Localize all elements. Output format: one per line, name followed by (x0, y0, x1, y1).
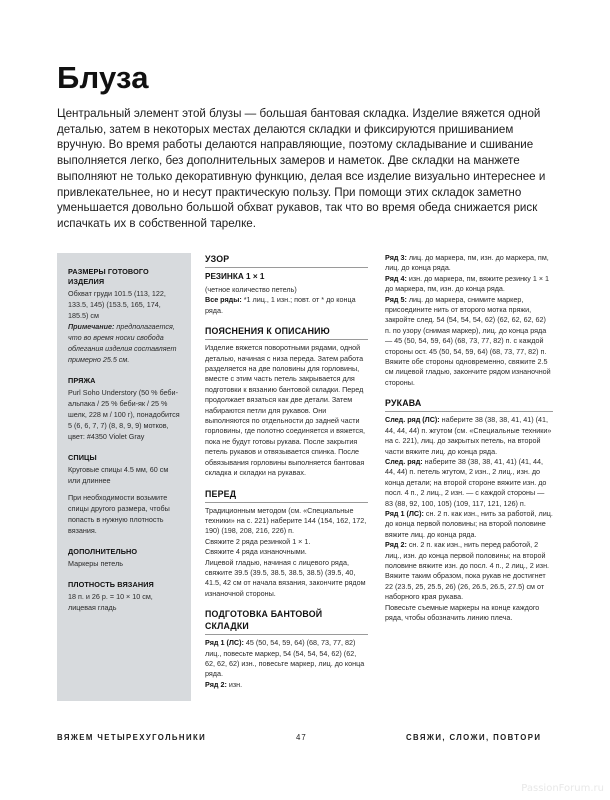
row-4-label: Ряд 4: (385, 273, 407, 283)
sizes-text: Обхват груди 101.5 (113, 122, 133.5, 145) (153.5, 165, 174, 185.5) см (68, 289, 166, 320)
needles-text: Круговые спицы 4.5 мм, 60 см или длиннее (68, 465, 169, 485)
row-2-label: Ряд 2: (205, 679, 227, 689)
pleat-title: ПОДГОТОВКА БАНТОВОЙ СКЛАДКИ (205, 609, 323, 632)
sleeve-row-1-text: сн. 2 п. как изн., нить за работой, лиц. до конца первой половины; на второй половине вяжите лиц. до конца ряда. (385, 508, 553, 539)
gauge-title: ПЛОТНОСТЬ ВЯЗАНИЯ (68, 580, 154, 589)
footer-right: СВЯЖИ, СЛОЖИ, ПОВТОРИ (406, 733, 542, 742)
extra-text: Маркеры петель (68, 559, 124, 568)
yarn-section (68, 376, 180, 442)
note-text: предполагается, что во время носки свобода облегания изделия составляет примерно 25.5 см. (68, 322, 177, 364)
gauge-section (68, 580, 180, 613)
sizes-section (68, 267, 180, 365)
next-row-1-label: След. ряд (ЛС): (385, 415, 440, 425)
sleeve-row-2-instruction (385, 540, 553, 571)
notes-text: Изделие вяжется поворотными рядами, одной деталью, начиная с низа переда. Затем работа разделяется на две половины для горловины, вместе с этим часть петель закрывается для подготовки к вязанию бантовой складки. Перед продолжает вязаться как две детали. Затем набираются петли для рукавов. Они выполняются по отдельности до задней части горловины, где полотно соединяется и вяжется, пока не будут готовы рукава. После закрытия петель рукавов и отвязывается спинка. После обвязывания горловины выполняется бантовая складка и складки на рукавах. (205, 343, 365, 478)
watermark: PassionForum.ru (521, 783, 604, 794)
rib-text: *1 лиц., 1 изн.; повт. от * до конца ряда. (205, 295, 356, 315)
sleeve-row-1-label: Ряд 1 (ЛС): (385, 508, 424, 518)
row-3-instruction (385, 253, 553, 274)
needles-text-2: При необходимости возьмите спицы другого размера, чтобы попасть в нужную плотность вязания. (68, 493, 170, 535)
column-middle (205, 253, 368, 690)
sleeve-text-2: Вяжите таким образом, пока рукав не достигнет 22 (23.5, 25, 25.5, 26) (26, 26.5, 26.5, 27.5) см от наборного края рукава. (385, 571, 546, 602)
row-4-instruction (385, 274, 553, 295)
rib-note: (четное количество петель) (205, 285, 297, 294)
divider (205, 267, 368, 268)
page-title: Блуза (57, 60, 149, 95)
sleeves-title: РУКАВА (385, 398, 422, 409)
sleeve-row-2-text: сн. 2 п. как изн., нить перед работой, 2 лиц., изн. до конца первой половины; на второй половине вяжите изн. до посл. 4 п., 2 лиц., 2 изн. (385, 540, 550, 570)
row-5-label: Ряд 5: (385, 294, 407, 304)
pattern-title: УЗОР (205, 254, 230, 264)
front-title: ПЕРЕД (205, 488, 237, 499)
row-5-instruction (385, 295, 553, 357)
row-5-text-2: Вяжите обе стороны одновременно, свяжите 2.5 см лицевой гладью, закончите рядом изнаночной стороны. (385, 357, 551, 387)
divider (205, 339, 368, 340)
sleeve-row-2-label: Ряд 2: (385, 540, 407, 550)
intro-paragraph: Центральный элемент этой блузы — большая бантовая складка. Изделие вяжется одной деталью, затем в некоторых местах делаются складки и фиксируются пришиванием вручную. Во время работы делаются направляющие, поэтому складывание и сшивание выполняется легко, без дополнительных замеров и наметок. Две складки на манжете выполняют не только декоративную функцию, делая все изделие визуально интереснее и привлекательнее, но и несут практическую пользу. При помощи этих складок заметно уменьшается довольно большой обхват рукавов, так что во время обеда снижается риск испачкать их в собственной тарелке. (57, 107, 546, 230)
spacer (205, 316, 368, 325)
next-row-2-text: наберите 38 (38, 38, 41, 41) (41, 44, 44, 44) п. петель жгутом, 2 изн., 2 лиц., изн. до конца детали; на второй стороне вяжите изн. до посл. 4 п., 2 лиц., 2 изн. — с каждой стороны — 83 (88, 92, 100, 105) (109, 117, 121, 126) п. (385, 456, 547, 508)
sleeve-row-1-instruction (385, 509, 553, 540)
yarn-title: ПРЯЖА (68, 376, 96, 385)
row-3-text: лиц. до маркера, пм, изн. до маркера, пм, лиц. до конца ряда. (385, 253, 549, 273)
next-row-1-text: наберите 38 (38, 38, 41, 41) (41, 44, 44, 44) п. жгутом (см. «Специальные техники» на с. 221), лиц. до закрытых петель, на второй части вяжите лиц. до конца ряда. (385, 415, 552, 456)
gauge-text: 18 п. и 26 р. = 10 × 10 см, лицевая гладь (68, 592, 153, 612)
page-number: 47 (296, 733, 307, 742)
front-text-3: Свяжите 4 ряда изнаночными. (205, 547, 307, 557)
divider (205, 634, 368, 635)
front-text-4: Лицевой гладью, начиная с лицевого ряда, свяжите 39.5 (39.5, 38.5, 38.5, 38.5) (39.5, 40, 41.5, 42 см от начала вязания, закончите рядом изнаночной стороны. (205, 557, 366, 598)
next-row-2-instruction (385, 457, 553, 509)
sleeve-text-3: Повесьте съемные маркеры на конце каждого ряда, чтобы обозначить линию плеча. (385, 602, 540, 622)
footer-left: ВЯЖЕМ ЧЕТЫРЕХУГОЛЬНИКИ (57, 733, 207, 742)
sizes-note (68, 321, 180, 365)
spacer (205, 599, 368, 608)
rib-title: РЕЗИНКА 1 × 1 (205, 272, 265, 281)
divider (385, 411, 553, 412)
specs-sidebar (57, 253, 191, 701)
column-right (385, 253, 553, 623)
needles-title: СПИЦЫ (68, 453, 97, 462)
rib-label: Все ряды: (205, 295, 242, 305)
spacer (385, 388, 553, 397)
rib-instruction (205, 295, 368, 316)
row-1-instruction (205, 638, 368, 680)
extra-section (68, 547, 180, 569)
row-1-text: 45 (50, 54, 59, 64) (68, 73, 77, 82) лиц., повесьте маркер, 54 (54, 54, 54, 62) (62, 62, 62, 62) изн., повесьте маркер, лиц. до конца ряда. (205, 638, 365, 679)
row-3-label: Ряд 3: (385, 253, 407, 262)
note-label: Примечание: (68, 322, 115, 331)
row-2-text: изн. (226, 679, 243, 689)
next-row-2-label: След. ряд: (385, 456, 423, 466)
yarn-text: Purl Soho Understory (50 % беби-альпака / 25 % беби-як / 25 % шелк, 228 м / 100 г), понадобится 5 (6, 6, 7, 7) (8, 8, 9, 9) мотков, цвет: #4350 Violet Gray (68, 388, 180, 441)
row-1-label: Ряд 1 (ЛС): (205, 638, 244, 648)
notes-title: ПОЯСНЕНИЯ К ОПИСАНИЮ (205, 326, 330, 337)
row-2-instruction (205, 680, 368, 690)
extra-title: ДОПОЛНИТЕЛЬНО (68, 547, 138, 556)
front-text-1: Традиционным методом (см. «Специальные техники» на с. 221) наберите 144 (154, 162, 172, 190) (198, 208, 216, 226) п. (205, 505, 367, 536)
needles-section (68, 453, 180, 536)
next-row-1-instruction (385, 415, 553, 457)
front-text-2: Свяжите 2 ряда резинкой 1 × 1. (205, 536, 311, 546)
spacer (205, 479, 368, 488)
divider (205, 502, 368, 503)
row-5-text: лиц. до маркера, снимите маркер, присоедините нить от второго мотка пряжи, закройте след. 54 (54, 54, 54, 62) (62, 62, 62, 62) п. по узору (снимая маркер), лиц. до конца ряда — 45 (50, 54, 59, 64) (68, 73, 77, 82) п. с каждой стороны ост. 45 (50, 54, 59, 64) (68, 73, 77, 82) п. (385, 294, 547, 356)
sizes-title: РАЗМЕРЫ ГОТОВОГО ИЗДЕЛИЯ (68, 267, 149, 286)
row-4-text: изн. до маркера, пм, вяжите резинку 1 × 1 до маркера, пм, изн. до конца ряда. (385, 273, 550, 294)
